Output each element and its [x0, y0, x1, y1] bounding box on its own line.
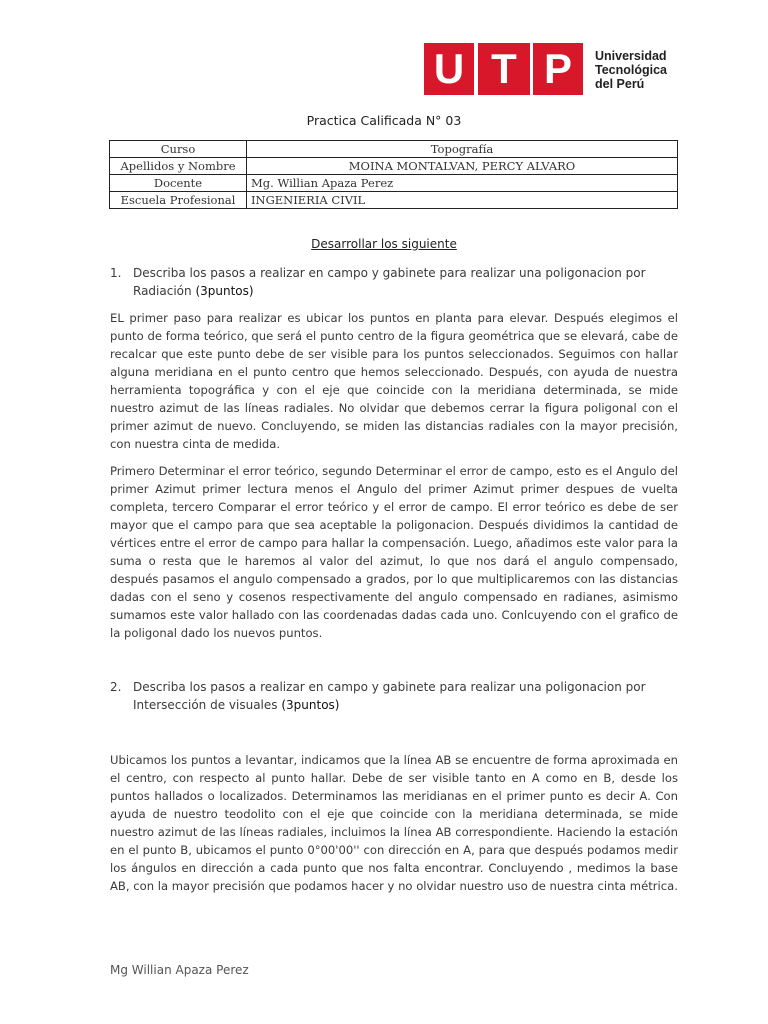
teacher-value: Mg. Willian Apaza Perez: [247, 175, 678, 192]
question-2-points: (3puntos): [281, 698, 340, 712]
logo-letter-u: U: [424, 43, 474, 95]
question-1-answer-paragraph-2: Primero Determinar el error teórico, segundo Determinar el error de campo, esto es el Angulo del primer Azimut primer lectura menos el Angulo del primer Azimut primer despues de vuelta completa, tercero Comparar el error teórico y el error de campo. El error teórico es debe de ser mayor que el campo para que sea aceptable la poligonacion. Después dividimos la cantidad de vértices entre el error de campo para hallar la compensación. Luego, añadimos este valor para la suma o resta que le haremos al valor del azimut, lo que nos dará el angulo compensado, después pasamos el angulo compensado a grados, por lo que multiplicaremos con las distancias dadas con el seno y cosenos respectivamente del angulo compensado en radianes, asimismo sumamos este valor hallado con las coordenadas dadas cada uno. Conlcuyendo con el grafico de la poligonal dado los nuevos puntos.: [110, 464, 678, 640]
school-value: INGENIERIA CIVIL: [247, 192, 678, 209]
table-row: [110, 192, 678, 209]
logo-letter-p: P: [533, 43, 583, 95]
school-label: Escuela Profesional: [110, 192, 247, 209]
university-name-line-3: del Perú: [595, 77, 645, 91]
table-row: [110, 175, 678, 192]
section-heading: Desarrollar los siguiente: [311, 237, 457, 251]
teacher-label: Docente: [110, 175, 247, 192]
question-2-answer: Ubicamos los puntos a levantar, indicamos que la línea AB se encuentre de forma aproximada en el centro, con respecto al punto hallar. Debe de ser visible tanto en A como en B, desde los puntos hallados o localizados. Determinamos las meridianas en el primer punto es decir A. Con ayuda de nuestro teodolito con el eje que coincide con la meridiana determinada, se mide nuestro azimut de las líneas radiales, incluimos la línea AB correspondiente. Haciendo la estación en el punto B, ubicamos el punto 0°00'00'' con dirección en A, para que después podamos medir los ángulos en dirección a cada punto que nos falta encontrar. Concluyendo , medimos la base AB, con la mayor precisión que podamos hacer y no olvidar nuestro uso de nuestra cinta métrica.: [110, 753, 678, 893]
document-title: Practica Calificada N° 03: [306, 113, 462, 128]
course-label: Curso: [110, 141, 247, 158]
utp-logo: [424, 43, 674, 96]
footer-author: Mg Willian Apaza Perez: [110, 963, 249, 977]
question-2-number: 2.: [110, 680, 122, 694]
info-table: [109, 140, 678, 209]
names-label: Apellidos y Nombre: [110, 158, 247, 175]
names-value: MOINA MONTALVAN, PERCY ALVARO: [247, 158, 678, 175]
question-1-number: 1.: [110, 266, 122, 280]
question-1-prompt: Describa los pasos a realizar en campo y gabinete para realizar una poligonacion por Radiación: [133, 266, 646, 298]
question-2-text: [133, 678, 653, 714]
university-name-line-2: Tecnológica: [595, 63, 668, 77]
table-row: [110, 158, 678, 175]
question-1-points: (3puntos): [195, 284, 254, 298]
university-name-line-1: Universidad: [595, 49, 667, 63]
question-1-text: [133, 264, 653, 300]
university-name: [595, 49, 667, 91]
logo-letter-t: T: [478, 43, 530, 95]
table-row: [110, 141, 678, 158]
question-1-answer-paragraph-1: EL primer paso para realizar es ubicar los puntos en planta para elevar. Después elegimos el punto de forma teórico, que será el punto centro de la figura geométrica que se elevará, cabe de recalcar que este punto debe de ser visible para los puntos seleccionados. Seguimos con hallar alguna meridiana en el punto centro que hemos seleccionado. Después, con ayuda de nuestra herramienta topográfica y con el eje que coincide con la meridiana determinada, se mide nuestro azimut de las líneas radiales. No olvidar que debemos cerrar la figura poligonal con el primer azimut de nuevo. Concluyendo, se miden las distancias radiales con la mayor precisión, con nuestra cinta de medida.: [110, 311, 678, 451]
course-value: Topografía: [247, 141, 678, 158]
question-2-prompt: Describa los pasos a realizar en campo y gabinete para realizar una poligonacion por Intersección de visuales: [133, 680, 646, 712]
